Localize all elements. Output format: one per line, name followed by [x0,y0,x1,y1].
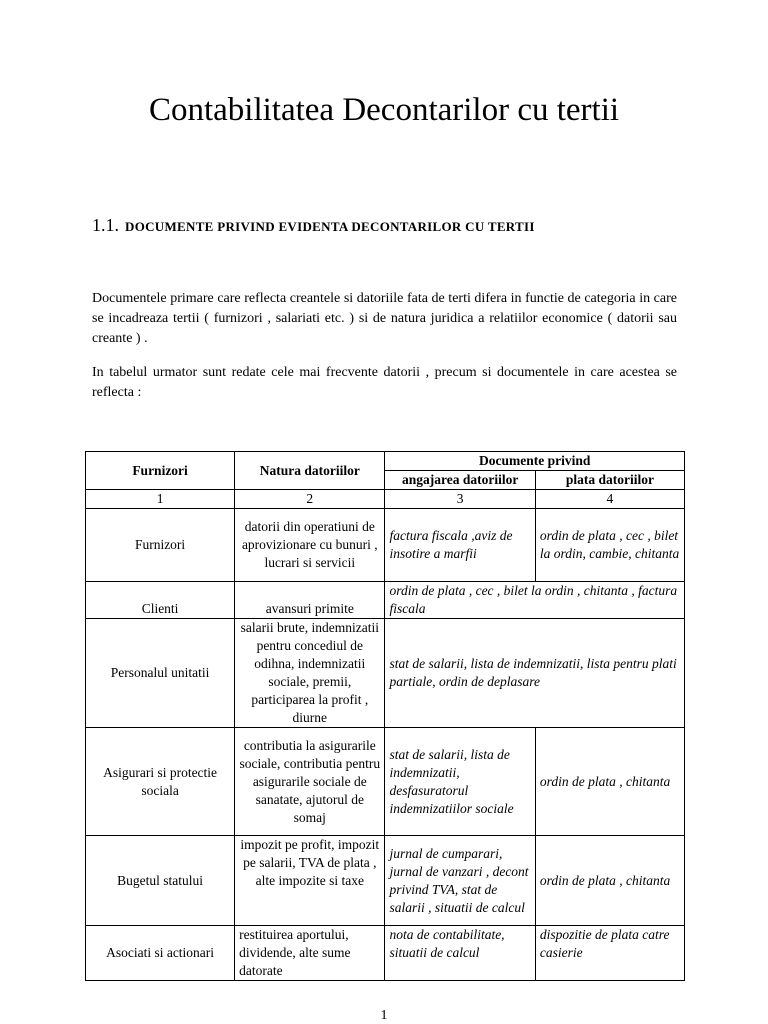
cell-angajare: nota de contabilitate, situatii de calcul [385,926,535,981]
cell-tert: Bugetul statului [86,836,235,926]
cell-tert: Personalul unitatii [86,619,235,728]
col-number: 4 [535,490,684,509]
table-row [86,836,685,926]
cell-documente-merged: ordin de plata , cec , bilet la ordin , chitanta , factura fiscala [385,582,685,619]
cell-natura: datorii din operatiuni de aprovizionare cu bunuri , lucrari si servicii [235,509,385,582]
page-number: 1 [380,1008,388,1023]
cell-angajare: factura fiscala ,aviz de insotire a marfii [385,509,535,582]
cell-tert: Clienti [86,582,235,619]
header-angajare: angajarea datoriilor [385,471,535,490]
cell-plata: ordin de plata , chitanta [535,836,684,926]
cell-natura: contributia la asigurarile sociale, contributia pentru asigurarile sociale de sanatate, ajutorul de somaj [235,728,385,836]
cell-angajare: jurnal de cumparari, jurnal de vanzari , decont privind TVA, stat de salarii , situatii de calcul [385,836,535,926]
paragraph-intro: Documentele primare care reflecta creantele si datoriile fata de terti difera in functie de categoria in care se incadreaza tertii ( furnizori , salariati etc. ) si de natura juridica a relatiilor economice ( datorii sau creante ) . [92,291,677,346]
table-row [86,619,685,728]
cell-natura: impozit pe profit, impozit pe salarii, TVA de plata , alte impozite si taxe [235,836,385,926]
header-furnizori: Furnizori [86,452,235,490]
cell-documente-merged: stat de salarii, lista de indemnizatii, lista pentru plati partiale, ordin de deplasare [385,619,685,728]
cell-natura: restituirea aportului, dividende, alte sume datorate [235,926,385,981]
table-row [86,926,685,981]
col-number: 3 [385,490,535,509]
cell-natura: avansuri primite [235,582,385,619]
section-number: 1.1. [92,215,119,235]
document-title: Contabilitatea Decontarilor cu tertii [148,92,620,128]
header-plata: plata datoriilor [535,471,684,490]
header-natura: Natura datoriilor [235,452,385,490]
cell-tert: Asigurari si protectie sociala [86,728,235,836]
paragraph-table-intro: In tabelul urmator sunt redate cele mai frecvente datorii , precum si documentele in care acestea se reflecta : [92,365,677,400]
cell-plata: ordin de plata , cec , bilet la ordin, cambie, chitanta [535,509,684,582]
header-documente-group: Documente privind [385,452,685,471]
col-number: 2 [235,490,385,509]
debts-documents-table [85,451,685,981]
cell-angajare: stat de salarii, lista de indemnizatii, desfasuratorul indemnizatiilor sociale [385,728,535,836]
col-number: 1 [86,490,235,509]
table-row [86,728,685,836]
table-row [86,509,685,582]
cell-plata: ordin de plata , chitanta [535,728,684,836]
cell-natura: salarii brute, indemnizatii pentru concediul de odihna, indemnizatii sociale, premii, participarea la profit , diurne [235,619,385,728]
table-row [86,582,685,619]
section-heading [92,215,535,236]
cell-plata: dispozitie de plata catre casierie [535,926,684,981]
cell-tert: Asociati si actionari [86,926,235,981]
section-title: DOCUMENTE PRIVIND EVIDENTA DECONTARILOR CU TERTII [125,219,535,234]
table-header-row [86,452,685,471]
cell-tert: Furnizori [86,509,235,582]
table-number-row [86,490,685,509]
